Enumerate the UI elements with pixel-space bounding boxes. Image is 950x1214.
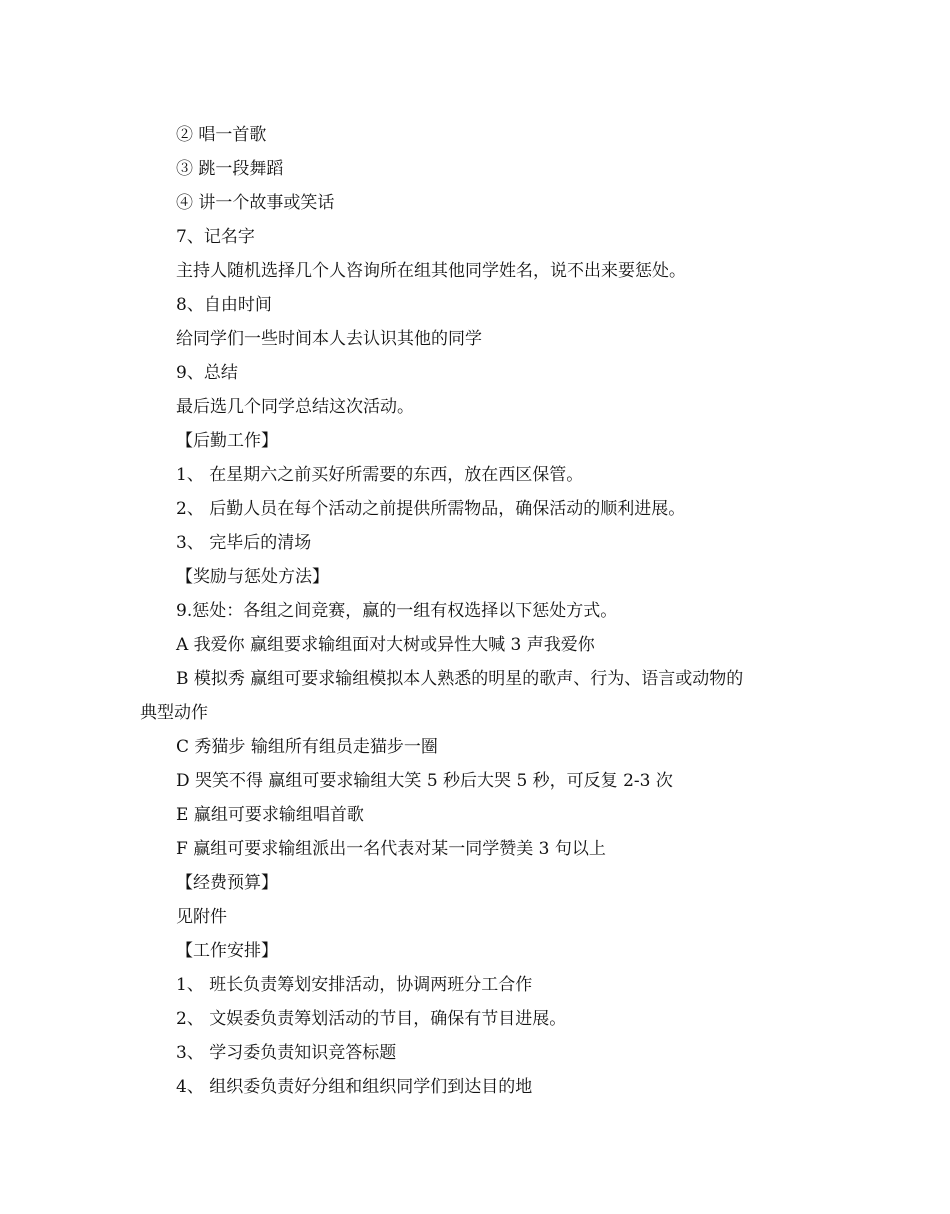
- paragraph: 最后选几个同学总结这次活动。: [176, 397, 414, 417]
- list-item: 2、 后勤人员在每个活动之前提供所需物品，确保活动的顺利进展。: [176, 499, 686, 519]
- section-heading: 7、记名字: [176, 227, 255, 247]
- list-item: C 秀猫步 输组所有组员走猫步一圈: [176, 737, 438, 757]
- list-item: 1、 班长负责筹划安排活动，协调两班分工合作: [176, 975, 533, 995]
- list-item: 4、 组织委负责好分组和组织同学们到达目的地: [176, 1077, 533, 1097]
- list-item: D 哭笑不得 赢组可要求输组大笑 5 秒后大哭 5 秒，可反复 2-3 次: [176, 771, 673, 791]
- section-heading: 8、自由时间: [176, 295, 272, 315]
- list-item: 3、 学习委负责知识竞答标题: [176, 1043, 397, 1063]
- document-body: [140, 118, 840, 1104]
- paragraph: 给同学们一些时间本人去认识其他的同学: [176, 329, 482, 349]
- paragraph: 9.惩处：各组之间竞赛，赢的一组有权选择以下惩处方式。: [176, 601, 618, 621]
- section-title: 【工作安排】: [176, 941, 278, 961]
- list-item: ② 唱一首歌: [176, 125, 267, 145]
- list-item-continuation: 典型动作: [140, 703, 208, 723]
- list-item: 3、 完毕后的清场: [176, 533, 312, 553]
- section-title: 【奖励与惩处方法】: [176, 567, 329, 587]
- section-title: 【后勤工作】: [176, 431, 278, 451]
- list-item: 2、 文娱委负责筹划活动的节目，确保有节目进展。: [176, 1009, 567, 1029]
- list-item: E 赢组可要求输组唱首歌: [176, 805, 364, 825]
- list-item: 1、 在星期六之前买好所需要的东西，放在西区保管。: [176, 465, 584, 485]
- list-item: F 赢组可要求输组派出一名代表对某一同学赞美 3 句以上: [176, 839, 606, 859]
- paragraph: 见附件: [176, 907, 227, 927]
- paragraph: 主持人随机选择几个人咨询所在组其他同学姓名，说不出来要惩处。: [176, 261, 686, 281]
- list-item: A 我爱你 赢组要求输组面对大树或异性大喊 3 声我爱你: [176, 635, 595, 655]
- section-heading: 9、总结: [176, 363, 238, 383]
- list-item: ④ 讲一个故事或笑话: [176, 193, 335, 213]
- list-item: ③ 跳一段舞蹈: [176, 159, 284, 179]
- section-title: 【经费预算】: [176, 873, 278, 893]
- list-item: B 模拟秀 赢组可要求输组模拟本人熟悉的明星的歌声、行为、语言或动物的: [176, 669, 744, 689]
